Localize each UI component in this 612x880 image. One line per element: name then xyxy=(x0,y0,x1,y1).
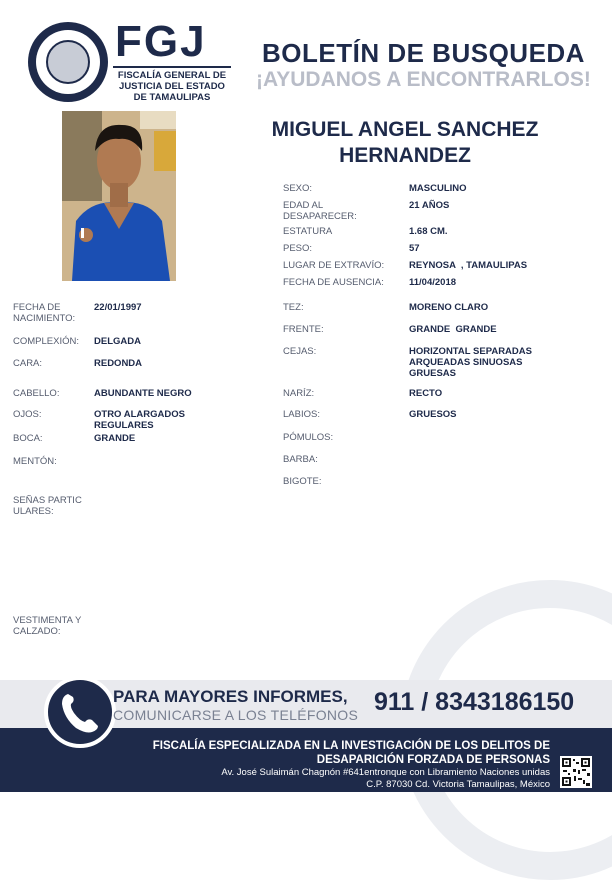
birthdate-label: FECHA DE NACIMIENTO: xyxy=(13,302,76,324)
lips-label: LABIOS: xyxy=(283,409,320,420)
qr-code-icon xyxy=(560,756,592,788)
build-label: COMPLEXIÓN: xyxy=(13,336,79,347)
face-label: CARA: xyxy=(13,358,43,369)
skin-value: MORENO CLARO xyxy=(409,302,489,313)
age-value: 21 AÑOS xyxy=(409,200,450,211)
skin-label: TEZ: xyxy=(283,302,304,313)
eyes-label: OJOS: xyxy=(13,409,42,420)
birthdate-value: 22/01/1997 xyxy=(94,302,142,313)
clothing-label: VESTIMENTA Y CALZADO: xyxy=(13,615,82,637)
height-value: 1.68 CM. xyxy=(409,226,448,237)
person-photo-illustration xyxy=(62,111,176,281)
agency-address xyxy=(150,767,550,791)
weight-value: 57 xyxy=(409,243,420,254)
cheekbones-label: PÓMULOS: xyxy=(283,432,334,443)
hair-label: CABELLO: xyxy=(13,388,60,399)
mouth-value: GRANDE xyxy=(94,433,136,444)
marks-label: SEÑAS PARTICULARES: xyxy=(13,495,82,517)
lips-value: GRUESOS xyxy=(409,409,457,420)
location-value: REYNOSA , TAMAULIPAS xyxy=(409,260,528,271)
nose-value: RECTO xyxy=(409,388,443,399)
sex-value: MASCULINO xyxy=(409,183,467,194)
bulletin-title: BOLETÍN DE BUSQUEDA xyxy=(262,38,585,68)
bulletin-subtitle: ¡AYUDANOS A ENCONTRARLOS! xyxy=(256,68,591,91)
mustache-label: BIGOTE: xyxy=(283,476,322,487)
forehead-label: FRENTE: xyxy=(283,324,324,335)
absence-date-value: 11/04/2018 xyxy=(409,277,457,288)
location-label: LUGAR DE EXTRAVÍO: xyxy=(283,260,385,271)
forehead-value: GRANDE GRANDE xyxy=(409,324,497,335)
eyebrows-label: CEJAS: xyxy=(283,346,317,357)
absence-date-label: FECHA DE AUSENCIA: xyxy=(283,277,384,288)
chin-label: MENTÓN: xyxy=(13,456,57,467)
fgj-logo-text: FISCALÍA GENERAL DE JUSTICIA DEL ESTADO DE TAMAULIPAS xyxy=(117,70,227,103)
fgj-seal-shield-icon xyxy=(46,40,90,84)
mouth-label: BOCA: xyxy=(13,433,43,444)
person-name: MIGUEL ANGEL SANCHEZ HERNANDEZ xyxy=(271,118,539,167)
sex-label: SEXO: xyxy=(283,183,313,194)
eyebrows-value: HORIZONTAL SEPARADAS ARQUEADAS SINUOSAS GRUESAS xyxy=(409,346,532,379)
nose-label: NARÍZ: xyxy=(283,388,315,399)
address-line-1: Av. José Sulaimán Chagnón #641entronque con Libramiento Naciones unidas xyxy=(221,767,550,778)
phone-icon xyxy=(44,676,116,748)
phone-handset-icon xyxy=(48,680,112,744)
qr-code-pattern xyxy=(560,756,592,788)
logo-divider xyxy=(113,66,231,68)
more-info-text: PARA MAYORES INFORMES, xyxy=(113,687,348,706)
phone-numbers: 911 / 8343186150 xyxy=(374,688,575,716)
hair-value: ABUNDANTE NEGRO xyxy=(94,388,192,399)
address-line-2: C.P. 87030 Cd. Victoria Tamaulipas, México xyxy=(366,779,550,790)
build-value: DELGADA xyxy=(94,336,141,347)
fgj-logo-letters: FGJ xyxy=(115,17,207,66)
person-photo xyxy=(62,111,176,281)
beard-label: BARBA: xyxy=(283,454,318,465)
contact-text: COMUNICARSE A LOS TELÉFONOS xyxy=(113,707,359,723)
age-label: EDAD AL DESAPARECER: xyxy=(283,200,357,222)
height-label: ESTATURA xyxy=(283,226,333,237)
eyes-value: OTRO ALARGADOS REGULARES xyxy=(94,409,185,431)
face-value: REDONDA xyxy=(94,358,143,369)
weight-label: PESO: xyxy=(283,243,313,254)
agency-name: FISCALÍA ESPECIALIZADA EN LA INVESTIGACIÓN DE LOS DELITOS DE DESAPARICIÓN FORZADA DE PERSONAS xyxy=(152,740,550,766)
